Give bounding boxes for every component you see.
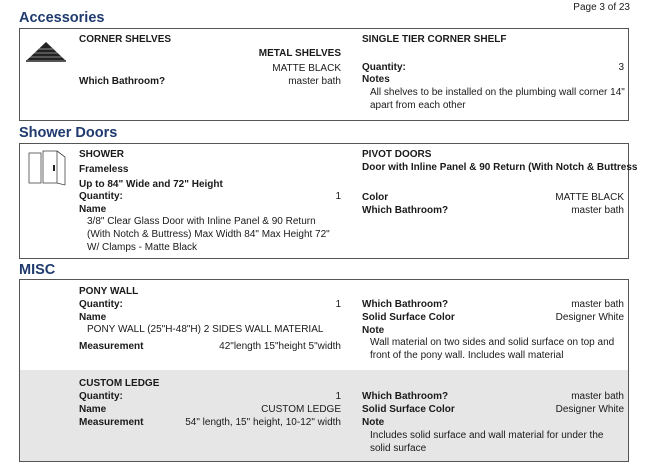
item-finish: MATTE BLACK [272,63,341,74]
item-size: Up to 84" Wide and 72" Height [79,179,223,190]
section-title-misc: MISC [19,262,56,278]
measurement-value: 54" length, 15" height, 10-12" width [185,417,341,428]
surface-color-value: Designer White [555,404,624,415]
section-title-accessories: Accessories [19,10,105,26]
quantity-value: 1 [335,191,341,202]
notes-label: Notes [362,74,390,85]
surface-color-label: Solid Surface Color [362,404,455,415]
measurement-label: Measurement [79,341,144,352]
shower-doors-card [19,143,638,259]
accessories-card [19,28,629,121]
name-value: PONY WALL (25"H-48"H) 2 SIDES WALL MATERIAL [87,324,324,335]
which-bathroom-value: master bath [571,391,624,402]
quantity-label: Quantity: [79,191,123,202]
which-bathroom-label: Which Bathroom? [362,391,449,402]
item-option: PIVOT DOORS [362,149,432,160]
item-sub-label: METAL SHELVES [258,48,341,59]
misc-item-pony-wall [20,280,628,370]
item-option-sub: Door with Inline Panel & 90 Return (With Notch & Buttress [362,162,638,173]
quantity-value: 1 [335,391,341,402]
quantity-label: Quantity: [79,299,123,310]
name-value: CUSTOM LEDGE [261,404,341,415]
note-text: Includes solid surface and wall material for under the solid surface [370,430,604,454]
quantity-label: Quantity: [362,62,406,73]
page-number: Page 3 of 23 [573,2,630,13]
misc-item-custom-ledge [20,370,628,461]
surface-color-label: Solid Surface Color [362,312,455,323]
note-text: Wall material on two sides and solid surface on top and front of the pony wall. Includes wall material [370,337,615,361]
which-bathroom-label: Which Bathroom? [79,76,166,87]
quantity-value: 1 [335,299,341,310]
which-bathroom-value: master bath [571,205,624,216]
color-value: MATTE BLACK [555,192,624,203]
note-label: Note [362,325,385,336]
name-label: Name [79,404,107,415]
item-description: 3/8" Clear Glass Door with Inline Panel & 90 Return (With Notch & Buttress) Max Width 84" Max Height 72" W/ Clamps - Matte Black [87,216,330,253]
surface-color-value: Designer White [555,312,624,323]
item-name: CUSTOM LEDGE [79,378,160,389]
which-bathroom-value: master bath [571,299,624,310]
item-name: PONY WALL [79,286,139,297]
measurement-label: Measurement [79,417,144,428]
quantity-value: 3 [618,62,624,73]
shower-door-thumbnail [27,149,67,187]
color-label: Color [362,192,389,203]
name-label: Name [79,204,107,215]
section-title-shower-doors: Shower Doors [19,125,118,141]
quantity-label: Quantity: [79,391,123,402]
item-name: CORNER SHELVES [79,34,172,45]
which-bathroom-value: master bath [288,76,341,87]
notes-text: All shelves to be installed on the plumbing wall corner 14" apart from each other [370,87,625,111]
which-bathroom-label: Which Bathroom? [362,205,449,216]
which-bathroom-label: Which Bathroom? [362,299,449,310]
note-label: Note [362,417,385,428]
misc-card [19,279,629,462]
item-option: SINGLE TIER CORNER SHELF [362,34,507,45]
item-type: Frameless [79,164,129,175]
measurement-value: 42"length 15"height 5"width [219,341,341,352]
item-name: SHOWER [79,149,124,160]
name-label: Name [79,312,107,323]
corner-shelf-thumbnail [26,41,66,63]
